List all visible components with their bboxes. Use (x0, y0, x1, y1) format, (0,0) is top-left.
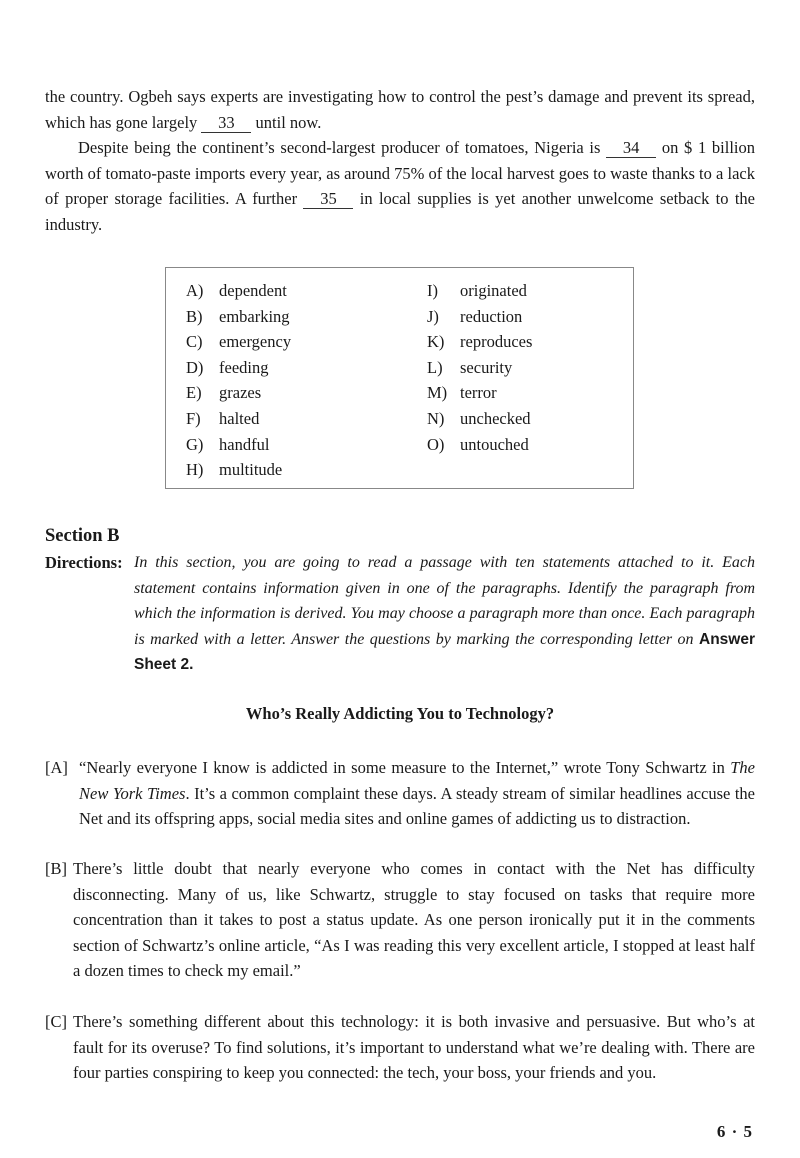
option-word: unchecked (460, 408, 531, 428)
cloze-passage (45, 84, 755, 237)
option-word: dependent (219, 281, 287, 300)
word-option (427, 355, 532, 381)
directions-body: In this section, you are going to read a passage with ten statements attached to it. Each statement contains information given in one of the paragraphs. Identify the paragraph from which the information is derived. You may choose a paragraph more than once. Each paragraph is marked with a letter. Answer the questions by marking the corresponding letter on (134, 554, 755, 648)
cloze-paragraph-2 (45, 135, 755, 237)
publication-title: The New York Times (79, 758, 755, 803)
option-letter: M) (427, 383, 448, 403)
word-option (427, 329, 532, 355)
option-letter: J) (427, 306, 439, 326)
article-paragraph-c (45, 1009, 755, 1086)
word-option (186, 406, 291, 432)
word-bank-right-column (427, 278, 532, 457)
directions (45, 550, 755, 678)
article-paragraph-a (45, 755, 755, 832)
option-letter: K) (427, 332, 445, 352)
word-option (186, 355, 291, 381)
blank-34: 34 (606, 139, 656, 158)
word-option (186, 380, 291, 406)
text: on $ 1 billion worth of tomato-paste imports every year, as around 75% of the local harvest goes to waste thanks to a lack of proper storage facilities. A further (45, 138, 755, 208)
word-option (186, 432, 291, 458)
option-letter: I) (427, 281, 438, 300)
option-word: emergency (219, 332, 292, 352)
option-word: originated (460, 281, 527, 300)
word-option (427, 278, 532, 304)
text: “Nearly everyone I know is addicted in some measure to the Internet,” wrote Tony Schwartz in (79, 758, 731, 777)
option-letter: B) (186, 306, 203, 326)
option-letter: H) (186, 460, 204, 480)
option-letter: G) (186, 434, 204, 454)
option-letter: C) (186, 332, 203, 352)
blank-33: 33 (201, 114, 251, 133)
option-word: multitude (219, 460, 283, 480)
word-option (186, 278, 291, 304)
option-word: handful (219, 434, 270, 454)
page-number: 6 · 5 (716, 1122, 753, 1141)
blank-35: 35 (303, 190, 353, 209)
section-title: Section B (45, 526, 120, 546)
text: until now. (251, 112, 322, 132)
text: the country. Ogbeh says experts are investigating how to control the pest’s damage and prevent its spread, which has gone largely (45, 87, 755, 132)
word-bank (165, 267, 634, 489)
paragraph-label: [C] (45, 1012, 67, 1031)
option-word: untouched (460, 434, 529, 454)
option-letter: F) (186, 408, 201, 428)
paragraph-label: [A] (45, 758, 68, 777)
option-letter: O) (427, 434, 445, 454)
text: . It’s a common complaint these days. A steady stream of similar headlines accuse the Net and its offspring apps, social media sites and online games of addicting us to distraction. (79, 783, 755, 828)
option-word: feeding (219, 357, 269, 377)
text: in local supplies is yet another unwelcome setback to the industry. (45, 189, 756, 234)
directions-text (134, 550, 755, 678)
option-letter: E) (186, 383, 202, 403)
option-word: halted (219, 408, 260, 428)
article-paragraph-b (45, 856, 755, 984)
option-letter: N) (427, 408, 445, 428)
option-word: reduction (460, 306, 523, 326)
option-letter: L) (427, 357, 443, 377)
word-option (186, 304, 291, 330)
paragraph-text (79, 755, 755, 832)
word-option (427, 304, 532, 330)
word-option (186, 457, 291, 483)
word-option (427, 432, 532, 458)
paragraph-text: There’s little doubt that nearly everyone who comes in contact with the Net has difficulty disconnecting. Many of us, like Schwartz, struggle to stay focused on tasks that require more concentration than it takes to post a status update. As one person ironically put it in the comments section of Schwartz’s online article, “As I was reading this very excellent article, I stopped at least half a dozen times to check my email.” (73, 859, 755, 980)
directions-label: Directions: (45, 553, 123, 572)
word-bank-left-column (186, 278, 291, 483)
paragraph-label: [B] (45, 859, 67, 878)
option-word: embarking (219, 306, 290, 326)
cloze-paragraph-1 (45, 84, 755, 135)
option-word: reproduces (460, 332, 533, 352)
article-title: Who’s Really Addicting You to Technology? (245, 704, 555, 723)
option-letter: A) (186, 281, 204, 300)
word-option (186, 329, 291, 355)
word-option (427, 380, 532, 406)
option-word: terror (460, 383, 497, 403)
option-word: grazes (219, 383, 262, 403)
text: Despite being the continent’s second-largest producer of tomatoes, Nigeria is (78, 138, 607, 157)
paragraph-text: There’s something different about this technology: it is both invasive and persuasive. But who’s at fault for its overuse? To find solutions, it’s important to understand what we’re dealing with. There are four parties conspiring to keep you connected: the tech, your boss, your friends and you. (73, 1012, 755, 1082)
option-letter: D) (186, 357, 204, 377)
word-option (427, 406, 532, 432)
answer-sheet-reference: Answer Sheet 2. (134, 630, 755, 673)
option-word: security (460, 357, 513, 377)
